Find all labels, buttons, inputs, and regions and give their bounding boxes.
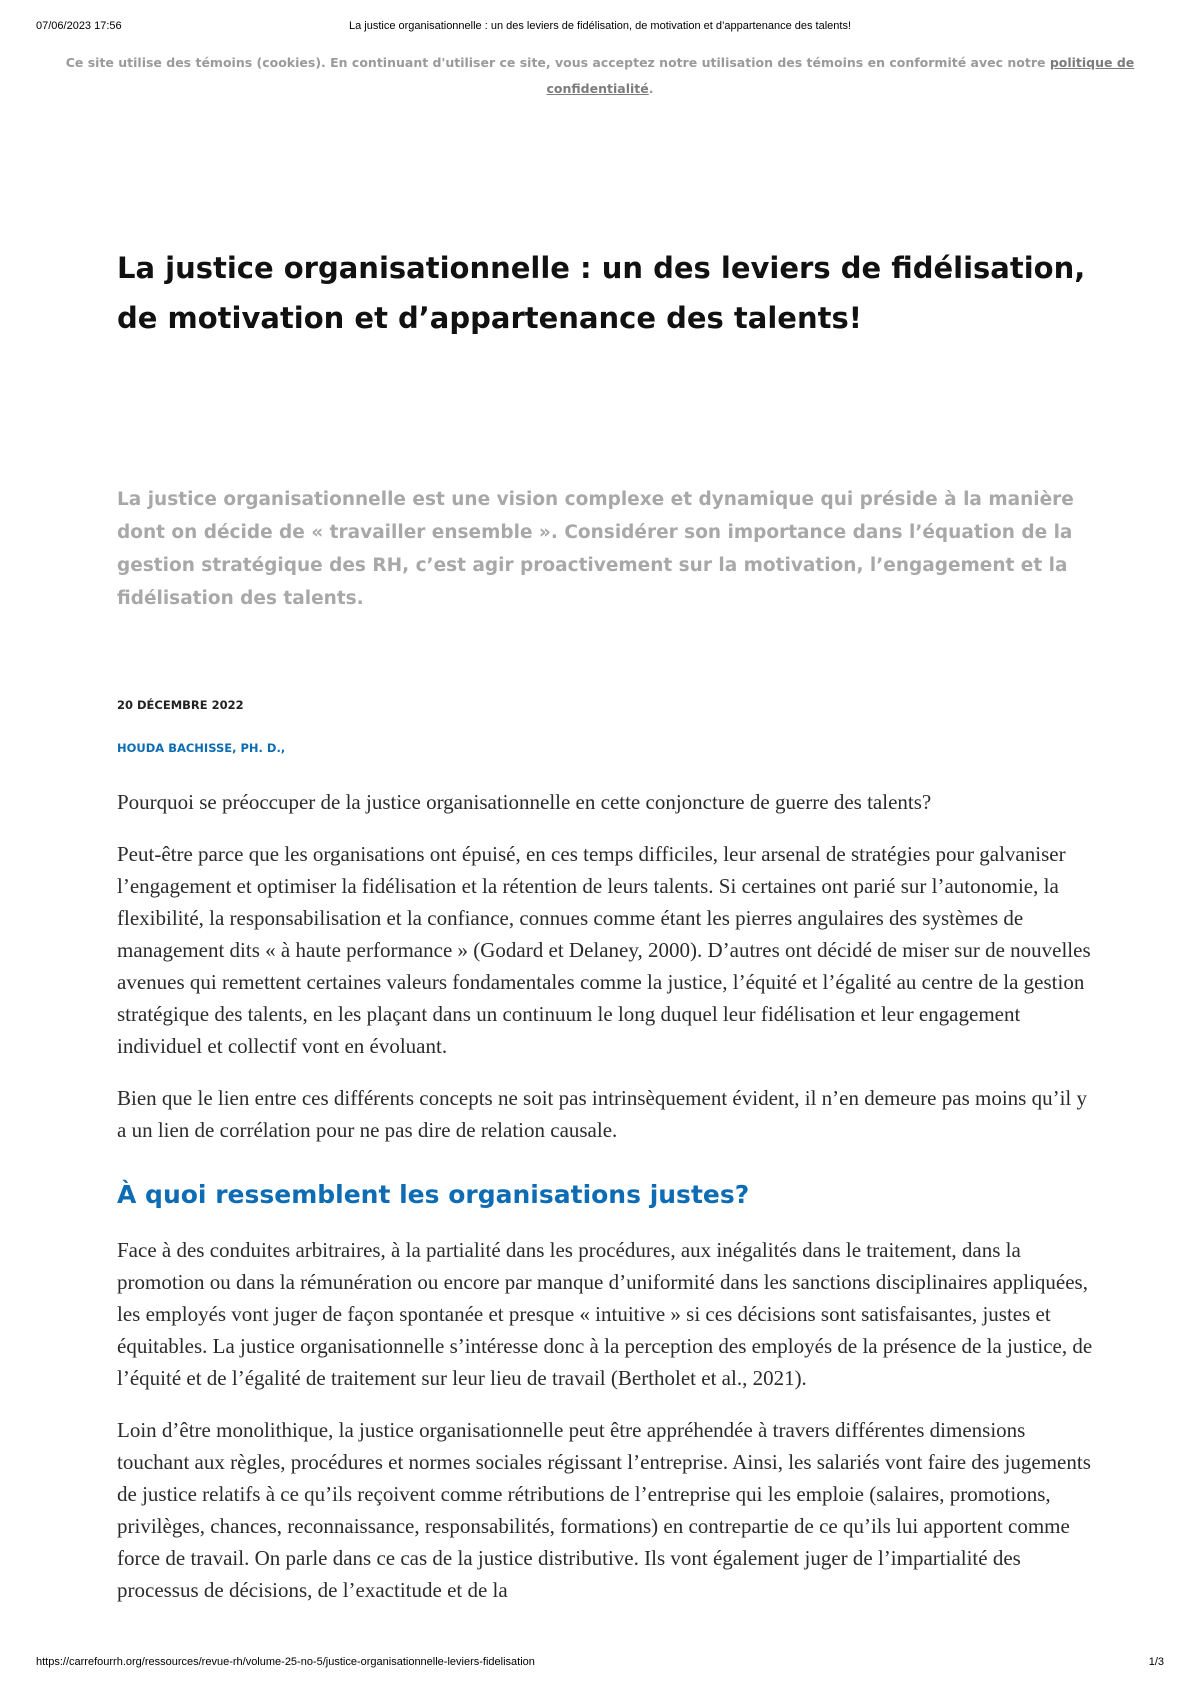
cookie-banner-suffix: .	[648, 81, 654, 96]
article-date: 20 DÉCEMBRE 2022	[117, 698, 244, 712]
article-body	[117, 786, 1097, 1626]
cookie-banner	[60, 50, 1140, 102]
print-datetime: 07/06/2023 17:56	[36, 20, 122, 32]
cookie-banner-text: Ce site utilise des témoins (cookies). En continuant d'utiliser ce site, vous acceptez notre utilisation des témoins en conformité avec notre	[65, 55, 1050, 70]
print-page-number: 1/3	[1148, 1656, 1164, 1668]
print-footer	[36, 1656, 1164, 1672]
body-paragraph: Bien que le lien entre ces différents concepts ne soit pas intrinsèquement évident, il n’en demeure pas moins qu’il y a un lien de corrélation pour ne pas dire de relation causale.	[117, 1086, 1087, 1142]
author-link[interactable]: HOUDA BACHISSE, PH. D.,	[117, 741, 286, 755]
body-paragraph: Pourquoi se préoccuper de la justice organisationnelle en cette conjoncture de guerre des talents?	[117, 790, 932, 814]
privacy-policy-link[interactable]: politique de confidentialité	[546, 55, 1135, 96]
section-heading: À quoi ressemblent les organisations justes?	[117, 1180, 750, 1209]
body-paragraph: Loin d’être monolithique, la justice organisationnelle peut être appréhendée à travers différentes dimensions touchant aux règles, procédures et normes sociales régissant l’entreprise. Ainsi, les salariés vont faire des jugements de justice relatifs à ce qu’ils reçoivent comme rétributions de l’entreprise qui les emploie (salaires, promotions, privilèges, chances, reconnaissance, responsabilités, formations) en contrepartie de ce qu’ils lui apportent comme force de travail. On parle dans ce cas de la justice distributive. Ils vont également juger de l’impartialité des processus de décisions, de l’exactitude et de la	[117, 1418, 1091, 1602]
article-lede: La justice organisationnelle est une vision complexe et dynamique qui préside à la manière dont on décide de « travailler ensemble ». Considérer son importance dans l’équation de la gestion stratégique des RH, c’est agir proactivement sur la motivation, l’engagement et la fidélisation des talents.	[117, 489, 1074, 609]
print-url: https://carrefourrh.org/ressources/revue-rh/volume-25-no-5/justice-organisationnelle-leviers-fidelisation	[36, 1656, 535, 1668]
article-title: La justice organisationnelle : un des leviers de fidélisation, de motivation et d’appartenance des talents!	[117, 251, 1086, 335]
body-paragraph: Peut-être parce que les organisations ont épuisé, en ces temps difficiles, leur arsenal de stratégies pour galvaniser l’engagement et optimiser la fidélisation et la rétention de leurs talents. Si certaines ont parié sur l’autonomie, la flexibilité, la responsabilisation et la confiance, connues comme étant les pierres angulaires des systèmes de management dits « à haute performance » (Godard et Delaney, 2000). D’autres ont décidé de miser sur de nouvelles avenues qui remettent certaines valeurs fondamentales comme la justice, l’équité et l’égalité au centre de la gestion stratégique des talents, en les plaçant dans un continuum le long duquel leur fidélisation et leur engagement individuel et collectif vont en évoluant.	[117, 842, 1091, 1058]
print-page-title: La justice organisationnelle : un des leviers de fidélisation, de motivation et d’appartenance des talents!	[348, 20, 852, 32]
print-header	[36, 20, 1164, 36]
body-paragraph: Face à des conduites arbitraires, à la partialité dans les procédures, aux inégalités dans le traitement, dans la promotion ou dans la rémunération ou encore par manque d’uniformité dans les sanctions disciplinaires appliquées, les employés vont juger de façon spontanée et presque « intuitive » si ces décisions sont satisfaisantes, justes et équitables. La justice organisationnelle s’intéresse donc à la perception des employés de la présence de la justice, de l’équité et de l’égalité de traitement sur leur lieu de travail (Bertholet et al., 2021).	[117, 1238, 1093, 1390]
